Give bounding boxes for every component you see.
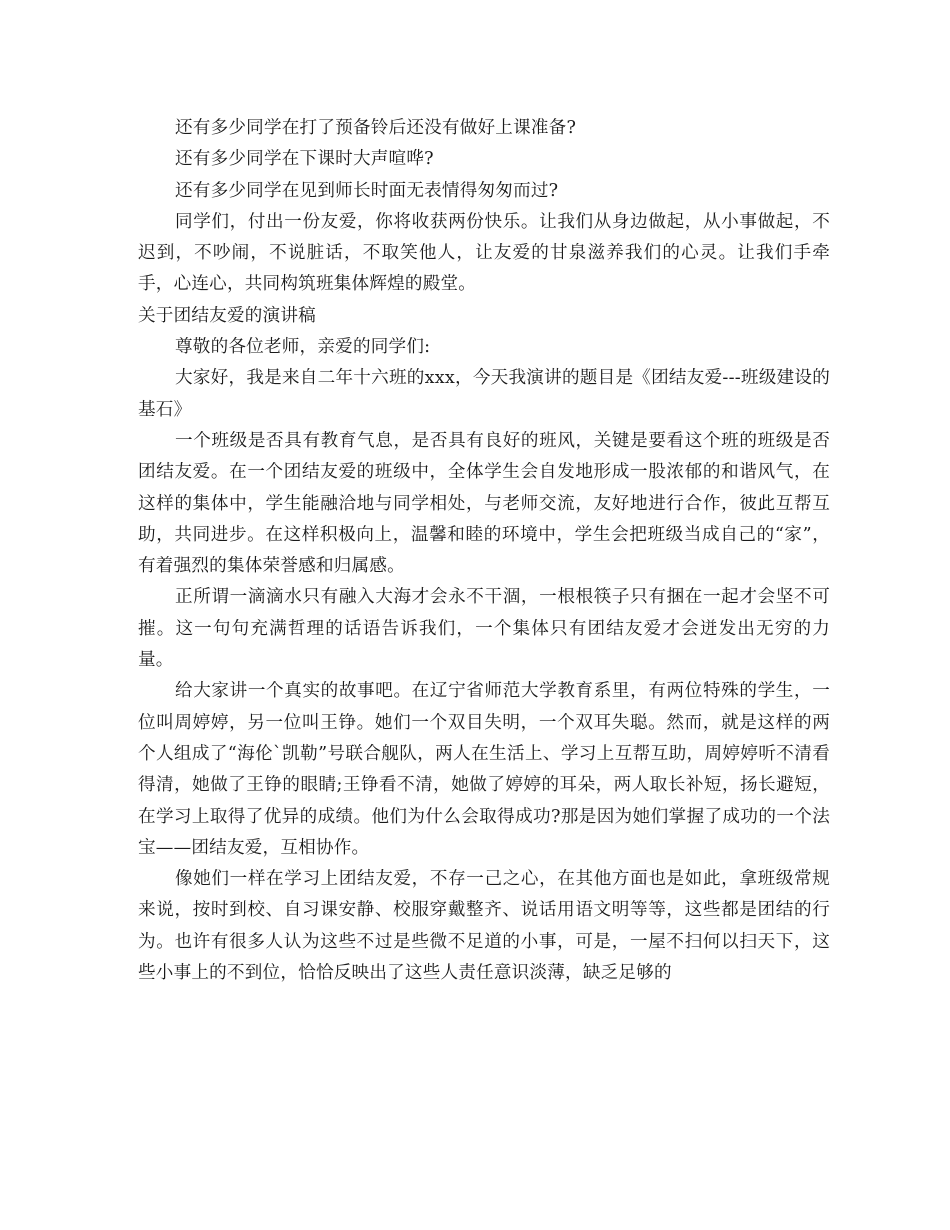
paragraph-3: 还有多少同学在见到师长时面无表情得匆匆而过? bbox=[175, 180, 559, 201]
paragraph-class-atmosphere: 一个班级是否具有教育气息，是否具有良好的班风，关键是要看这个班的班级是否团结友爱。在一个团结友爱的班级中，全体学生会自发地形成一股浓郁的和谐风气，在这样的集体中，学生能融洽地与同学相处，与老师交流，友好地进行合作，彼此互帮互助，共同进步。在这样积极向上，温馨和睦的环境中，学生会把班级当成自己的“家”，有着强烈的集体荣誉感和归属感。 bbox=[138, 430, 830, 577]
document-body bbox=[138, 113, 830, 989]
paragraph-routine: 像她们一样在学习上团结友爱，不存一己之心，在其他方面也是如此，拿班级常规来说，按时到校、自习课安静、校服穿戴整齐、说话用语文明等等，这些都是团结的行为。也许有很多人认为这些不过是些微不足道的小事，可是，一屋不扫何以扫天下，这些小事上的不到位，恰恰反映出了这些人责任意识淡薄，缺乏足够的 bbox=[138, 869, 830, 984]
section-heading: 关于团结友爱的演讲稿 bbox=[138, 305, 316, 326]
paragraph-story: 给大家讲一个真实的故事吧。在辽宁省师范大学教育系里，有两位特殊的学生，一位叫周婷婷，另一位叫王铮。她们一个双目失明，一个双耳失聪。然而，就是这样的两个人组成了“海伦`凯勒”号联合舰队，两人在生活上、学习上互帮互助，周婷婷听不清看得清，她做了王铮的眼睛;王铮看不清，她做了婷婷的耳朵，两人取长补短，扬长避短，在学习上取得了优异的成绩。他们为什么会取得成功?那是因为她们掌握了成功的一个法宝——团结友爱，互相协作。 bbox=[138, 681, 830, 858]
paragraph-2: 还有多少同学在下课时大声喧哗? bbox=[175, 149, 434, 170]
paragraph-4: 同学们，付出一份友爱，你将收获两份快乐。让我们从身边做起，从小事做起，不迟到，不吵闹，不说脏话，不取笑他人，让友爱的甘泉滋养我们的心灵。让我们手牵手，心连心，共同构筑班集体辉煌的殿堂。 bbox=[138, 211, 830, 295]
paragraph-1: 还有多少同学在打了预备铃后还没有做好上课准备? bbox=[175, 118, 577, 138]
paragraph-intro: 大家好，我是来自二年十六班的xxx，今天我演讲的题目是《团结友爱---班级建设的基石》 bbox=[138, 368, 830, 420]
salutation: 尊敬的各位老师，亲爱的同学们: bbox=[175, 337, 431, 358]
paragraph-water-chopsticks: 正所谓一滴滴水只有融入大海才会永不干涸，一根根筷子只有捆在一起才会坚不可摧。这一句句充满哲理的话语告诉我们，一个集体只有团结友爱才会迸发出无穷的力量。 bbox=[138, 587, 830, 671]
